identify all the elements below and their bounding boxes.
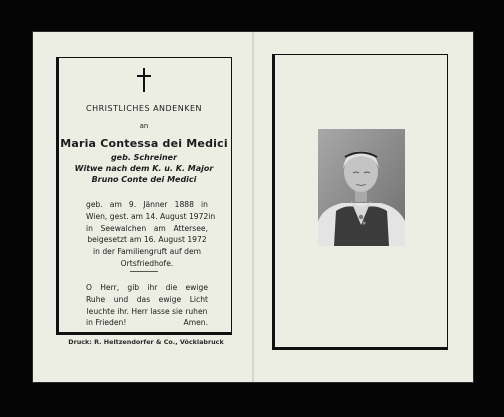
widow-line: Witwe nach dem K. u. K. Major xyxy=(74,164,214,173)
life-dates-text xyxy=(86,199,216,270)
latin-cross-icon xyxy=(137,68,151,92)
prayer-line-word: ewige xyxy=(185,283,208,292)
dates-line-word: am xyxy=(153,223,166,233)
dates-line-word: in xyxy=(201,200,208,209)
an-text: an xyxy=(139,122,149,130)
prayer-line-word: ewige xyxy=(158,294,182,304)
prayer-line-word: das xyxy=(136,294,151,304)
prayer-line-word: Ruhe xyxy=(86,294,106,304)
dates-line-word: in xyxy=(208,211,216,221)
dates-line-word: am xyxy=(109,200,122,209)
dates-line-word: Jänner xyxy=(143,200,168,209)
prayer-line-word: in Frieden! xyxy=(86,318,127,328)
prayer-line-word: gib xyxy=(127,283,140,292)
dates-line-word: beigesetzt am 16. August 1972 xyxy=(87,235,207,245)
dates-line xyxy=(86,258,208,270)
dates-line xyxy=(86,199,208,211)
dates-line xyxy=(86,234,208,246)
maiden-name: geb. Schreiner xyxy=(110,153,178,162)
prayer-line xyxy=(86,317,208,329)
dates-line xyxy=(86,246,208,258)
portrait-photo xyxy=(318,129,405,246)
card-heading: CHRISTLICHES ANDENKEN xyxy=(85,104,203,113)
card-fold xyxy=(252,32,254,382)
prayer-line-word: O xyxy=(86,283,92,292)
prayer-line-word: leuchte ihr. Herr lasse sie ruhen xyxy=(86,306,208,316)
prayer-line xyxy=(86,306,208,318)
dates-line xyxy=(86,211,216,223)
prayer-line xyxy=(86,294,208,306)
printer-credit: Druck: R. Heitzendorfer & Co., Vöcklabruck xyxy=(68,338,224,346)
dates-line-word: in xyxy=(86,223,93,233)
prayer-line-word: ihr xyxy=(147,283,158,292)
prayer-line xyxy=(86,282,208,294)
dates-line-word: geb. xyxy=(86,200,103,209)
dates-line-word: 9. xyxy=(128,200,137,209)
husband-name: Bruno Conte dei Medici xyxy=(91,175,197,184)
prayer-text xyxy=(86,282,208,329)
prayer-line-word: Licht xyxy=(189,294,208,304)
deceased-name: Maria Contessa dei Medici xyxy=(60,137,228,150)
divider xyxy=(130,271,158,272)
dates-line-word: Wien, gest. am 14. August 1972 xyxy=(86,211,209,221)
dates-line-word: Attersee, xyxy=(173,223,208,233)
dates-line-word: in der Familiengruft auf dem xyxy=(92,247,202,257)
prayer-line-word: und xyxy=(113,294,129,304)
prayer-line-word: Amen. xyxy=(183,318,208,328)
prayer-line-word: die xyxy=(165,283,178,292)
dates-line xyxy=(86,223,208,235)
dates-line-word: Seewalchen xyxy=(100,223,147,233)
dates-line-word: 1888 xyxy=(174,200,194,209)
prayer-line-word: Herr, xyxy=(100,283,120,292)
dates-line-word: Ortsfriedhofe. xyxy=(120,258,174,268)
